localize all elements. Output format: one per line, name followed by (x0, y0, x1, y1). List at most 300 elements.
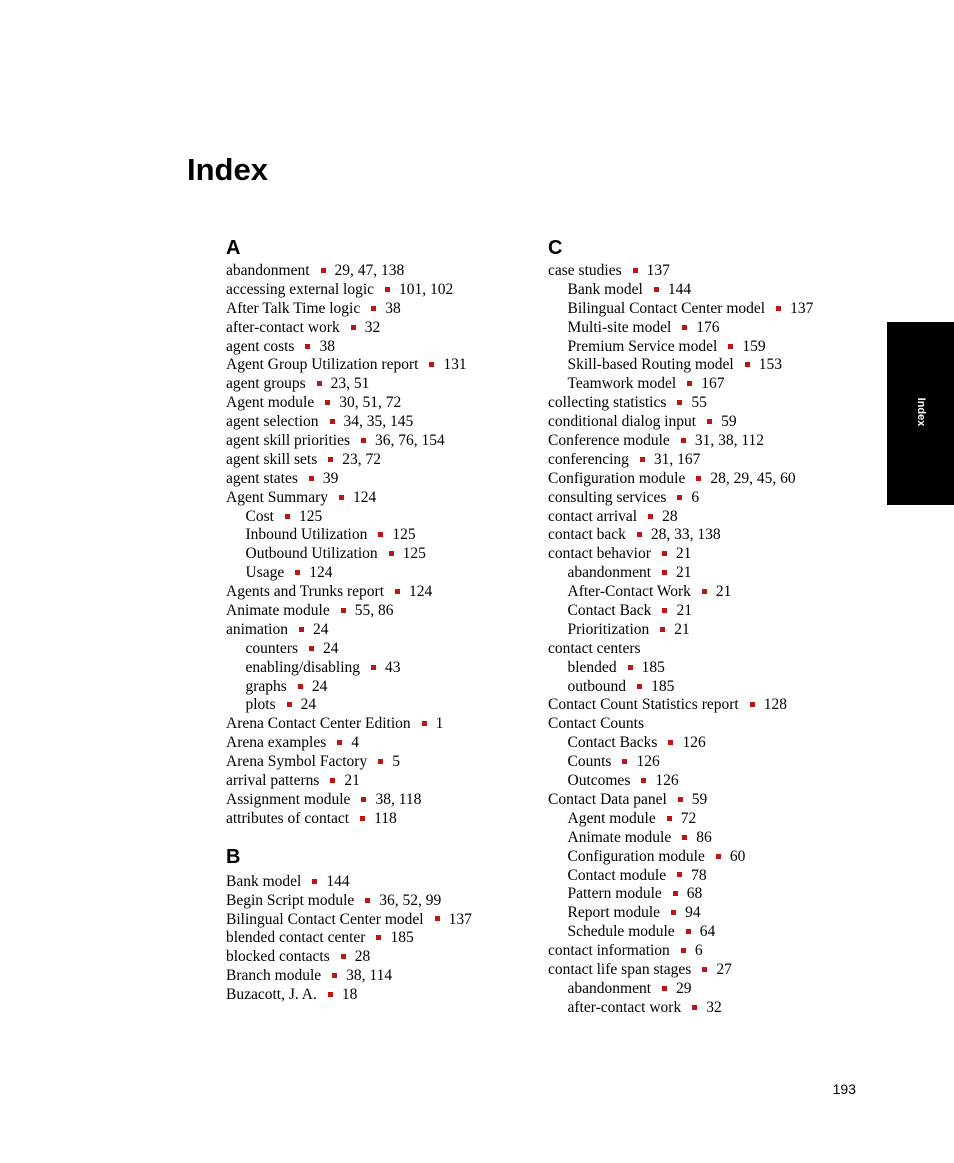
bullet-icon (776, 306, 781, 311)
index-page-refs: 176 (696, 318, 720, 336)
bullet-icon (681, 948, 686, 953)
bullet-icon (312, 879, 317, 884)
index-page-refs: 68 (686, 885, 703, 903)
index-subentry (548, 564, 868, 583)
index-entry (226, 375, 546, 394)
index-subentry (548, 602, 868, 621)
section-tab (887, 322, 954, 505)
index-entry (226, 715, 546, 734)
bullet-icon (660, 627, 665, 632)
index-subentry (548, 980, 868, 999)
index-term: contact back (548, 526, 626, 544)
index-subentry (548, 753, 868, 772)
bullet-icon (395, 589, 400, 594)
index-page-refs: 4 (351, 734, 360, 752)
index-page-refs: 185 (651, 677, 675, 695)
index-entry (548, 526, 868, 545)
index-page-refs: 124 (309, 564, 333, 582)
index-term: Cost (245, 507, 274, 525)
bullet-icon (389, 551, 394, 556)
index-subentry (548, 734, 868, 753)
bullet-icon (332, 973, 337, 978)
index-entry (548, 715, 868, 734)
index-subentry (548, 281, 868, 300)
bullet-icon (287, 702, 292, 707)
bullet-icon (385, 287, 390, 292)
bullet-icon (668, 740, 673, 745)
index-term: consulting services (548, 488, 667, 506)
section-tab-label: Index (914, 397, 927, 427)
index-term: agent states (226, 469, 298, 487)
bullet-icon (702, 967, 707, 972)
index-term: Skill-based Routing model (567, 356, 734, 374)
bullet-icon (360, 816, 365, 821)
index-entry (548, 451, 868, 470)
index-entry (226, 911, 546, 930)
index-term: after-contact work (226, 318, 340, 336)
index-subentry (548, 867, 868, 886)
index-entry (226, 791, 546, 810)
index-term: contact life span stages (548, 960, 692, 978)
bullet-icon (682, 325, 687, 330)
index-entry (226, 967, 546, 986)
index-term: Arena Symbol Factory (226, 753, 368, 771)
index-entry (226, 810, 546, 829)
bullet-icon (361, 438, 366, 443)
index-term: Agent Summary (226, 488, 329, 506)
bullet-icon (341, 954, 346, 959)
index-page-refs: 39 (322, 469, 339, 487)
index-term: Configuration module (567, 847, 705, 865)
bullet-icon (365, 898, 370, 903)
index-page-refs: 59 (691, 790, 708, 808)
index-term: Bank model (226, 872, 302, 890)
index-page-refs: 43 (385, 658, 401, 676)
index-page-refs: 137 (790, 299, 814, 317)
index-term: contact behavior (548, 545, 651, 563)
index-term: Pattern module (567, 885, 662, 903)
index-subentry (548, 810, 868, 829)
index-term: agent selection (226, 413, 319, 431)
bullet-icon (371, 306, 376, 311)
index-term: plots (245, 696, 276, 714)
index-page-refs: 21 (344, 772, 360, 790)
index-term: Animate module (567, 828, 672, 846)
index-page-refs: 38 (319, 337, 335, 355)
index-entry (548, 791, 868, 810)
bullet-icon (662, 551, 667, 556)
bullet-icon (330, 778, 335, 783)
index-term: graphs (245, 677, 287, 695)
index-page-refs: 185 (390, 929, 414, 947)
index-subentry (548, 885, 868, 904)
index-term: Configuration module (548, 469, 686, 487)
index-page-refs: 28, 33, 138 (650, 526, 721, 544)
index-entry (226, 413, 546, 432)
index-page-refs: 55 (691, 394, 707, 412)
index-page-refs: 38, 114 (346, 967, 393, 985)
bullet-icon (648, 514, 653, 519)
bullet-icon (371, 665, 376, 670)
bullet-icon (422, 721, 427, 726)
bullet-icon (682, 835, 687, 840)
index-term: Teamwork model (567, 375, 677, 393)
index-page-refs: 64 (699, 923, 716, 941)
index-subentry (548, 319, 868, 338)
index-page-refs: 144 (667, 280, 692, 298)
bullet-icon (328, 992, 333, 997)
index-entry (226, 262, 546, 281)
bullet-icon (339, 495, 344, 500)
bullet-icon (378, 532, 383, 537)
index-page-refs: 24 (311, 677, 328, 695)
index-page-refs: 32 (364, 318, 381, 336)
index-term: blended (567, 658, 617, 676)
bullet-icon (361, 797, 366, 802)
bullet-icon (696, 476, 701, 481)
index-term: Agent module (226, 394, 315, 412)
bullet-icon (295, 570, 300, 575)
index-entry (226, 621, 546, 640)
index-subentry (548, 904, 868, 923)
bullet-icon (702, 589, 707, 594)
index-page-refs: 21 (674, 620, 690, 638)
index-term: arrival patterns (226, 772, 320, 790)
index-term: abandonment (567, 979, 652, 997)
index-term: collecting statistics (548, 394, 667, 412)
bullet-icon (686, 929, 691, 934)
index-page-refs: 24 (300, 696, 317, 714)
index-term: Bilingual Contact Center model (567, 299, 766, 317)
bullet-icon (309, 476, 314, 481)
index-term: contact information (548, 942, 670, 960)
index-page-refs: 28 (662, 507, 678, 525)
bullet-icon (309, 646, 314, 651)
index-entry (548, 394, 868, 413)
index-term: conditional dialog input (548, 413, 697, 431)
index-entry (226, 602, 546, 621)
index-entry (226, 281, 546, 300)
index-term: Counts (567, 753, 612, 771)
index-entry (226, 432, 546, 451)
index-subentry (548, 772, 868, 791)
index-letter-heading: A (226, 237, 241, 259)
index-term: Contact Back (567, 602, 652, 620)
index-term: Contact Count Statistics report (548, 696, 739, 714)
index-subentry (548, 999, 868, 1018)
bullet-icon (673, 891, 678, 896)
index-term: Contact Backs (567, 734, 658, 752)
bullet-icon (678, 797, 683, 802)
index-page-refs: 125 (298, 507, 323, 525)
index-term: agent costs (226, 337, 295, 355)
index-term: Outbound Utilization (245, 545, 378, 563)
bullet-icon (435, 916, 440, 921)
bullet-icon (328, 457, 333, 462)
index-subentry (548, 338, 868, 357)
index-subentry (226, 526, 546, 545)
index-subentry (226, 696, 546, 715)
index-term: Assignment module (226, 790, 351, 808)
index-page-refs: 126 (636, 753, 660, 771)
index-entry (226, 338, 546, 357)
bullet-icon (351, 325, 356, 330)
index-page-refs: 27 (716, 960, 732, 978)
index-entry (548, 942, 868, 961)
index-page-refs: 124 (353, 488, 377, 506)
index-subentry (226, 508, 546, 527)
index-entry (226, 470, 546, 489)
index-page-refs: 137 (448, 910, 472, 928)
bullet-icon (378, 759, 383, 764)
index-term: Contact Counts (548, 715, 645, 733)
index-subentry (226, 545, 546, 564)
index-page-refs: 38 (385, 299, 401, 317)
index-page-refs: 5 (392, 753, 400, 771)
index-term: blended contact center (226, 929, 366, 947)
index-term: Agents and Trunks report (226, 583, 385, 601)
index-term: Premium Service model (567, 337, 718, 355)
index-term: animation (226, 620, 288, 638)
bullet-icon (677, 495, 682, 500)
index-entry (226, 753, 546, 772)
bullet-icon (728, 344, 733, 349)
bullet-icon (637, 532, 642, 537)
page-title: Index (187, 152, 268, 187)
index-page-refs: 159 (742, 337, 766, 355)
bullet-icon (429, 362, 434, 367)
index-page-refs: 23, 72 (342, 450, 382, 468)
index-entry (548, 413, 868, 432)
index-page-refs: 34, 35, 145 (343, 413, 414, 431)
index-page-refs: 153 (758, 356, 782, 374)
index-term: outbound (567, 677, 627, 695)
index-term: After-Contact Work (567, 583, 691, 601)
index-entry (226, 873, 546, 892)
index-page-refs: 137 (646, 262, 670, 279)
index-entry (548, 489, 868, 508)
index-page-refs: 126 (655, 772, 679, 790)
index-page-refs: 32 (706, 998, 722, 1016)
index-term: Prioritization (567, 620, 650, 638)
index-entry (548, 640, 868, 659)
index-term: contact centers (548, 639, 641, 657)
index-term: Report module (567, 904, 661, 922)
index-term: conferencing (548, 450, 629, 468)
index-page-refs: 55, 86 (354, 602, 394, 620)
bullet-icon (745, 362, 750, 367)
bullet-icon (662, 570, 667, 575)
index-page-refs: 23, 51 (330, 375, 370, 393)
index-term: abandonment (226, 262, 310, 279)
index-page-refs: 144 (326, 872, 350, 890)
index-page-refs: 1 (435, 715, 444, 733)
index-page-refs: 167 (701, 375, 725, 393)
bullet-icon (654, 287, 659, 292)
index-page-refs: 59 (721, 413, 737, 431)
index-term: agent skill priorities (226, 432, 350, 450)
index-subentry (548, 356, 868, 375)
index-entry (548, 262, 868, 281)
index-term: blocked contacts (226, 948, 330, 966)
bullet-icon (628, 665, 633, 670)
index-term: Begin Script module (226, 891, 355, 909)
index-entry (226, 319, 546, 338)
bullet-icon (317, 381, 322, 386)
index-page-refs: 72 (680, 809, 697, 827)
index-term: Outcomes (567, 772, 631, 790)
index-entry (226, 394, 546, 413)
index-page-refs: 29, 47, 138 (334, 262, 405, 279)
index-term: Usage (245, 564, 285, 582)
index-term: Inbound Utilization (245, 526, 368, 544)
index-page-refs: 78 (691, 866, 707, 884)
index-letter-heading: C (548, 237, 563, 259)
bullet-icon (750, 702, 755, 707)
index-subentry (226, 640, 546, 659)
index-page-refs: 36, 52, 99 (379, 891, 442, 909)
index-entry (548, 470, 868, 489)
index-page-refs: 126 (682, 734, 706, 752)
bullet-icon (716, 854, 721, 859)
index-page-refs: 118 (374, 809, 397, 827)
index-term: Conference module (548, 432, 670, 450)
index-term: Agent Group Utilization report (226, 356, 419, 374)
bullet-icon (692, 1005, 697, 1010)
index-subentry (548, 923, 868, 942)
index-term: case studies (548, 262, 622, 279)
bullet-icon (677, 872, 682, 877)
index-entry (548, 432, 868, 451)
index-page-refs: 29 (676, 979, 692, 997)
index-page-refs: 86 (696, 828, 712, 846)
index-page-refs: 30, 51, 72 (339, 394, 402, 412)
bullet-icon (298, 684, 303, 689)
index-subentry (548, 583, 868, 602)
index-subentry (548, 375, 868, 394)
index-term: Bank model (567, 280, 643, 298)
index-page-refs: 94 (685, 904, 701, 922)
page-number: 193 (832, 1081, 856, 1097)
bullet-icon (633, 268, 638, 273)
index-entry (226, 583, 546, 602)
index-entry (226, 948, 546, 967)
bullet-icon (299, 627, 304, 632)
index-entry (226, 489, 546, 508)
bullet-icon (285, 514, 290, 519)
index-term: contact arrival (548, 507, 638, 525)
bullet-icon (662, 608, 667, 613)
index-subentry (548, 621, 868, 640)
bullet-icon (341, 608, 346, 613)
index-page-refs: 31, 167 (653, 450, 701, 468)
index-entry (226, 356, 546, 375)
index-entry (226, 300, 546, 319)
index-page-refs: 24 (323, 639, 339, 657)
index-page-refs: 38, 118 (375, 790, 422, 808)
index-page-refs: 21 (715, 583, 732, 601)
bullet-icon (641, 778, 646, 783)
index-entry (226, 772, 546, 791)
index-term: Buzacott, J. A. (226, 986, 317, 1004)
index-page-refs: 21 (675, 545, 692, 563)
bullet-icon (337, 740, 342, 745)
bullet-icon (687, 381, 692, 386)
index-subentry (548, 848, 868, 867)
bullet-icon (667, 816, 672, 821)
bullet-icon (707, 419, 712, 424)
index-entry (226, 451, 546, 470)
index-page-refs: 28 (354, 948, 371, 966)
index-page-refs: 6 (691, 488, 700, 506)
index-entry (548, 545, 868, 564)
index-column-right (548, 235, 868, 1018)
index-page-refs: 6 (694, 942, 703, 960)
index-term: Branch module (226, 967, 322, 985)
index-page-refs: 21 (676, 564, 692, 582)
index-page-refs: 18 (341, 986, 358, 1004)
index-entry (226, 734, 546, 753)
index-page-refs: 101, 102 (399, 280, 454, 298)
index-entry (548, 696, 868, 715)
index-subentry (226, 659, 546, 678)
index-term: agent skill sets (226, 450, 318, 468)
index-page-refs: 21 (676, 602, 692, 620)
bullet-icon (305, 344, 310, 349)
bullet-icon (325, 400, 330, 405)
index-page-refs: 31, 38, 112 (694, 432, 764, 450)
index-page-refs: 128 (763, 696, 787, 714)
index-term: enabling/disabling (245, 658, 361, 676)
index-term: counters (245, 639, 299, 657)
bullet-icon (321, 268, 326, 273)
index-term: After Talk Time logic (226, 299, 361, 317)
index-term: Arena Contact Center Edition (226, 715, 411, 733)
index-term: Arena examples (226, 734, 327, 752)
index-entry (226, 929, 546, 948)
bullet-icon (681, 438, 686, 443)
index-entry (226, 892, 546, 911)
index-page-refs: 28, 29, 45, 60 (710, 469, 796, 487)
index-subentry (548, 659, 868, 678)
index-term: after-contact work (567, 998, 682, 1016)
index-term: Bilingual Contact Center model (226, 910, 424, 928)
index-subentry (226, 564, 546, 583)
index-page-refs: 36, 76, 154 (374, 432, 445, 450)
bullet-icon (677, 400, 682, 405)
index-column-left (226, 235, 546, 1005)
index-term: Agent module (567, 809, 656, 827)
index-subentry (548, 300, 868, 319)
index-term: Animate module (226, 602, 330, 620)
index-term: Schedule module (567, 923, 675, 941)
bullet-icon (330, 419, 335, 424)
bullet-icon (622, 759, 627, 764)
index-letter-heading: B (226, 845, 241, 868)
bullet-icon (376, 935, 381, 940)
index-page-refs: 125 (402, 545, 426, 563)
index-term: attributes of contact (226, 809, 350, 827)
index-term: agent groups (226, 375, 306, 393)
index-entry (548, 961, 868, 980)
index-term: Contact module (567, 866, 667, 884)
index-entry (548, 508, 868, 527)
index-term: accessing external logic (226, 280, 375, 298)
index-page-refs: 125 (392, 526, 416, 544)
index-subentry (548, 678, 868, 697)
index-term: Multi-site model (567, 318, 672, 336)
index-page-refs: 24 (313, 620, 329, 638)
